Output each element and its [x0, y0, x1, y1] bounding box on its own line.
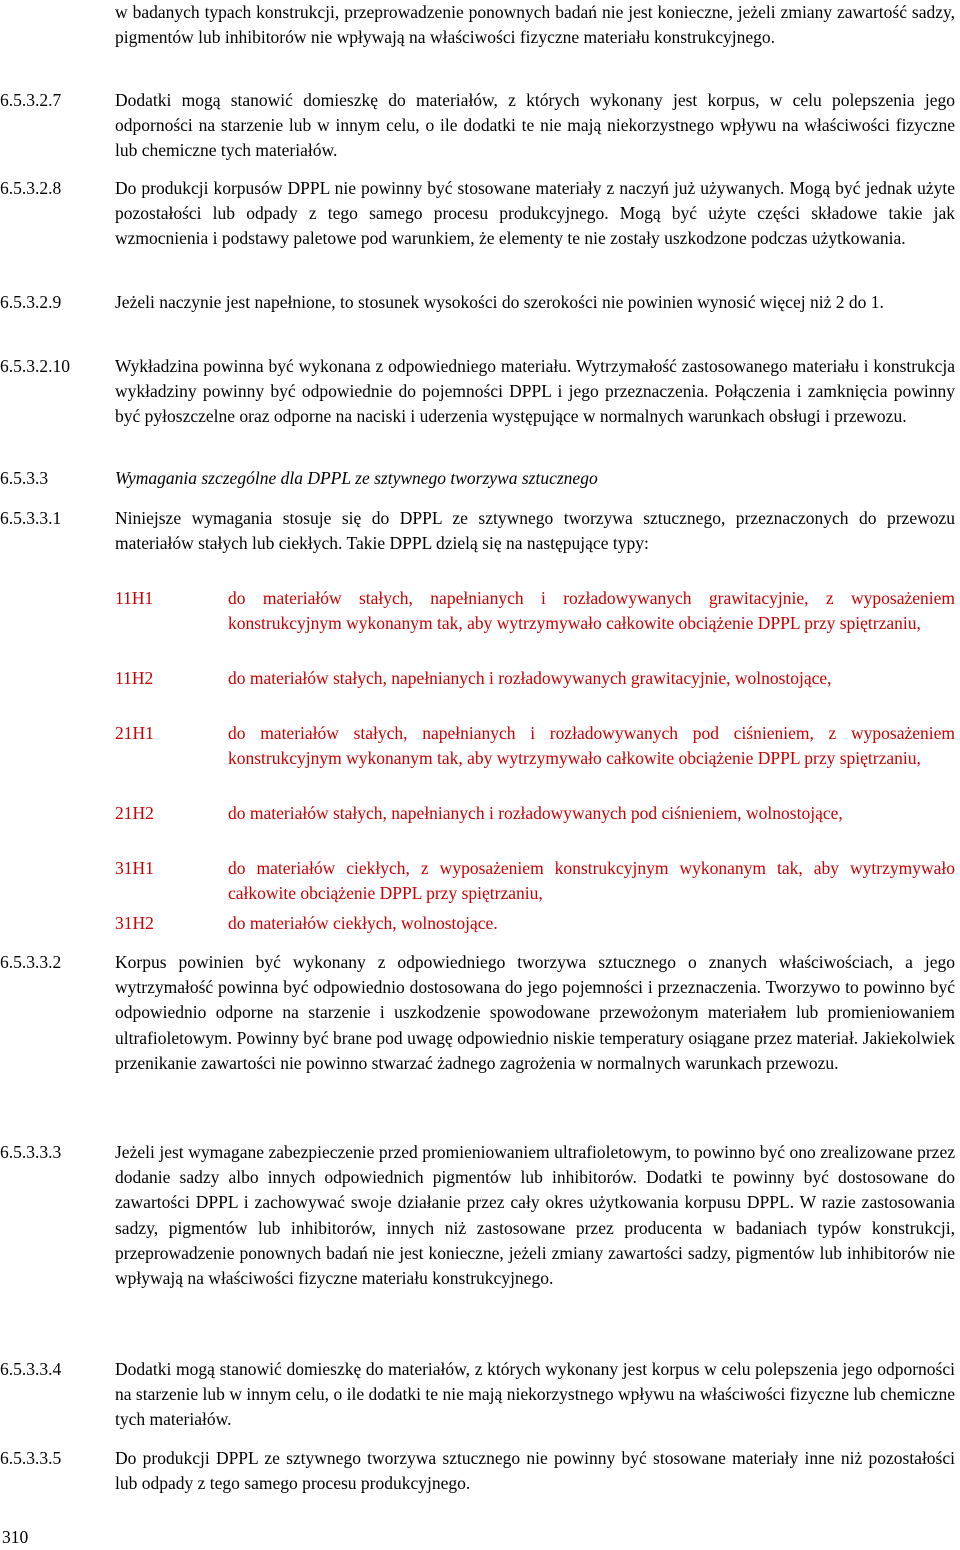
section-number: 6.5.3.3	[0, 468, 49, 488]
ibc-type-code: 21H2	[115, 803, 154, 823]
section-6-5-3-3-heading	[0, 466, 955, 491]
ibc-type-description: do materiałów stałych, napełnianych i rozładowywanych grawitacyjnie, wolnostojące,	[228, 668, 832, 688]
ibc-type-description: do materiałów ciekłych, z wyposażeniem konstrukcyjnym wykonanym tak, aby wytrzymywało całkowite obciążenie DPPL przy spiętrzaniu,	[228, 858, 955, 904]
ibc-type-description: do materiałów stałych, napełnianych i rozładowywanych pod ciśnieniem, wolnostojące,	[228, 803, 843, 823]
ibc-type-item	[115, 721, 955, 771]
section-number: 6.5.3.2.7	[0, 90, 62, 110]
section-heading: Wymagania szczególne dla DPPL ze sztywnego tworzywa sztucznego	[115, 468, 598, 488]
ibc-type-item	[115, 856, 955, 906]
ibc-type-code: 11H1	[115, 588, 154, 608]
page-number: 310	[2, 1527, 29, 1547]
section-6-5-3-3-5	[0, 1446, 955, 1496]
section-6-5-3-3-4	[0, 1357, 955, 1433]
section-6-5-3-2-8	[0, 176, 955, 252]
section-text: Jeżeli jest wymagane zabezpieczenie przed promieniowaniem ultrafioletowym, to powinno być ono zrealizowane przez dodanie sadzy albo innych odpowiednich pigmentów lub inhibitorów. Dodatki te powinny być dostosowane do zawartości DPPL i zachowywać swoje działanie przez cały okres użytkowania korpusu DPPL. W razie zastosowania sadzy, pigmentów lub inhibitorów, innych niż zastosowane przez producenta w badaniach typów konstrukcji, przeprowadzenie ponownych badań nie jest konieczne, jeżeli zmiany zawartości sadzy, pigmentów lub inhibitorów nie wpływają na właściwości fizyczne materiału konstrukcyjnego.	[115, 1142, 955, 1289]
section-text: Niniejsze wymagania stosuje się do DPPL ze sztywnego tworzywa sztucznego, przeznaczonych do przewozu materiałów stałych lub ciekłych. Takie DPPL dzielą się na następujące typy:	[115, 508, 955, 554]
ibc-type-item	[115, 911, 955, 936]
section-text: Jeżeli naczynie jest napełnione, to stosunek wysokości do szerokości nie powinien wynosić więcej niż 2 do 1.	[115, 292, 884, 312]
section-text: Dodatki mogą stanowić domieszkę do materiałów, z których wykonany jest korpus w celu polepszenia jego odporności na starzenie lub w innym celu, o ile dodatki te nie mają niekorzystnego wpływu na właściwości fizyczne lub chemiczne tych materiałów.	[115, 1359, 955, 1430]
section-text: Do produkcji DPPL ze sztywnego tworzywa sztucznego nie powinny być stosowane materiały inne niż pozostałości lub odpady z tego samego procesu produkcyjnego.	[115, 1448, 955, 1494]
section-number: 6.5.3.3.5	[0, 1448, 62, 1468]
ibc-type-item	[115, 666, 955, 691]
ibc-type-item	[115, 586, 955, 636]
ibc-type-code: 21H1	[115, 723, 154, 743]
section-text: Korpus powinien być wykonany z odpowiedniego tworzywa sztucznego o znanych właściwościach, a jego wytrzymałość powinna być odpowiednio dostosowana do jego pojemności i przeznaczenia. Tworzywo to powinno być odpowiednio odporne na starzenie i uszkodzenie spowodowane przewożonym materiałem lub promieniowaniem ultrafioletowym. Powinny być brane pod uwagę odpowiednio niskie temperatury osiągane przez materiał. Jakiekolwiek przenikanie zawartości nie powinno stwarzać żadnego zagrożenia w normalnych warunkach przewozu.	[115, 952, 955, 1073]
section-6-5-3-2-7	[0, 88, 955, 164]
ibc-type-description: do materiałów ciekłych, wolnostojące.	[228, 913, 498, 933]
section-number: 6.5.3.3.1	[0, 508, 62, 528]
ibc-type-code: 31H2	[115, 913, 154, 933]
ibc-type-code: 31H1	[115, 858, 154, 878]
section-number: 6.5.3.3.4	[0, 1359, 62, 1379]
ibc-type-code: 11H2	[115, 668, 154, 688]
section-6-5-3-3-1	[0, 506, 955, 556]
continuation-paragraph: w badanych typach konstrukcji, przeprowadzenie ponownych badań nie jest konieczne, jeżeli zmiany zawartość sadzy, pigmentów lub inhibitorów nie wpływają na właściwości fizyczne materiału konstrukcyjnego.	[115, 2, 955, 48]
ibc-type-item	[115, 801, 955, 826]
section-number: 6.5.3.2.10	[0, 356, 70, 376]
section-6-5-3-3-2	[0, 950, 955, 1076]
section-6-5-3-3-3	[0, 1140, 955, 1291]
section-number: 6.5.3.3.3	[0, 1142, 62, 1162]
section-number: 6.5.3.2.9	[0, 292, 62, 312]
section-number: 6.5.3.2.8	[0, 178, 62, 198]
ibc-type-description: do materiałów stałych, napełnianych i rozładowywanych grawitacyjnie, z wyposażeniem konstrukcyjnym wykonanym tak, aby wytrzymywało całkowite obciążenie DPPL przy spiętrzaniu,	[228, 588, 955, 634]
section-6-5-3-2-10	[0, 354, 955, 430]
ibc-type-description: do materiałów stałych, napełnianych i rozładowywanych pod ciśnieniem, z wyposażeniem konstrukcyjnym wykonanym tak, aby wytrzymywało całkowite obciążenie DPPL przy spiętrzaniu,	[228, 723, 955, 769]
section-number: 6.5.3.3.2	[0, 952, 62, 972]
section-6-5-3-2-9	[0, 290, 955, 315]
section-text: Do produkcji korpusów DPPL nie powinny być stosowane materiały z naczyń już używanych. Mogą być jednak użyte pozostałości lub odpady z tego samego procesu produkcyjnego. Mogą być użyte części składowe takie jak wzmocnienia i podstawy paletowe pod warunkiem, że elementy te nie zostały uszkodzone podczas użytkowania.	[115, 178, 955, 249]
section-text: Dodatki mogą stanowić domieszkę do materiałów, z których wykonany jest korpus, w celu polepszenia jego odporności na starzenie lub w innym celu, o ile dodatki te nie mają niekorzystnego wpływu na właściwości fizyczne lub chemiczne tych materiałów.	[115, 90, 955, 161]
section-text: Wykładzina powinna być wykonana z odpowiedniego materiału. Wytrzymałość zastosowanego materiału i konstrukcja wykładziny powinny być odpowiednie do pojemności DPPL i jego przeznaczenia. Połączenia i zamknięcia powinny być pyłoszczelne oraz odporne na naciski i uderzenia występujące w normalnych warunkach obsługi i przewozu.	[115, 356, 955, 427]
